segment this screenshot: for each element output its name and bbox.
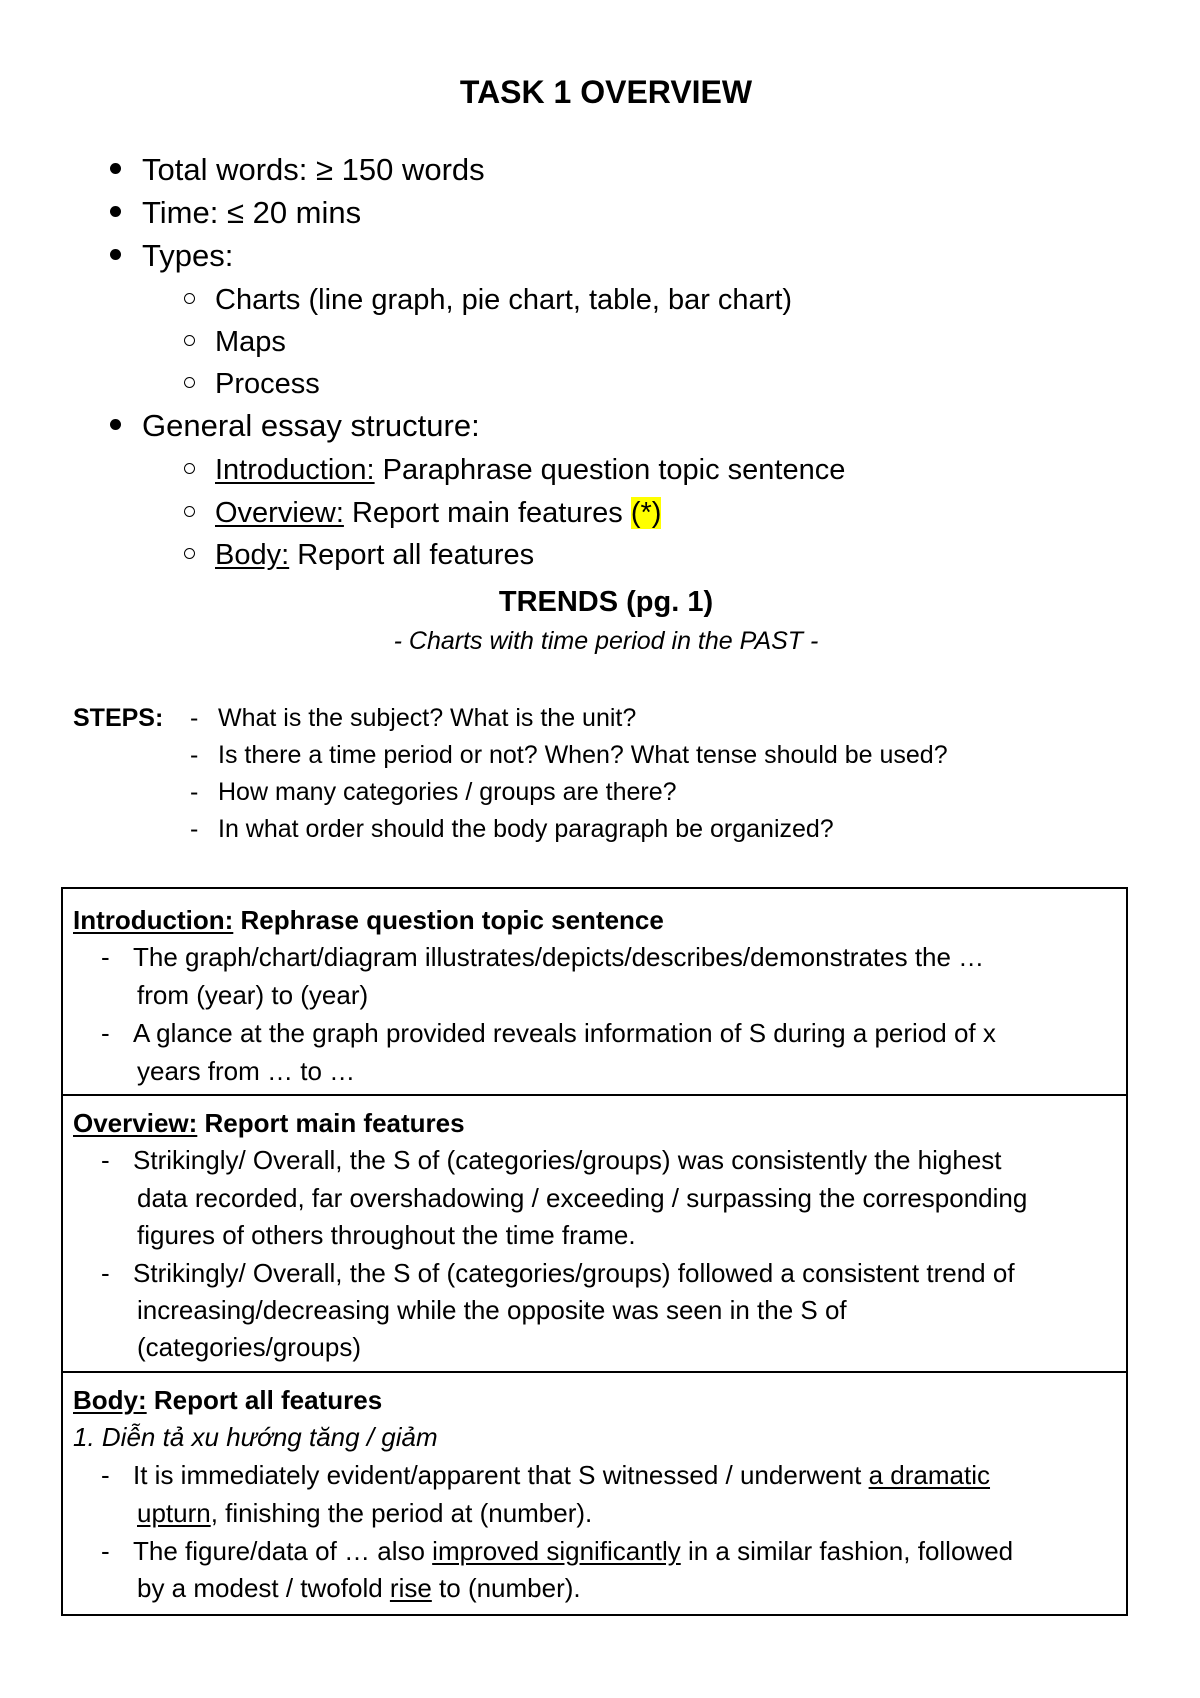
box-line: upturn, finishing the period at (number). [137,1498,593,1528]
box-line: - Strikingly/ Overall, the S of (categories/groups) was consistently the highest [101,1145,1002,1175]
bullet-dot [110,249,121,260]
box-line: by a modest / twofold rise to (number). [137,1573,581,1603]
sub-bullet-circle [184,335,195,346]
sub-bullet-circle [184,463,195,474]
trends-heading: TRENDS (pg. 1) [498,586,714,618]
step-item: - What is the subject? What is the unit? [190,704,637,732]
box-line: - The graph/chart/diagram illustrates/depicts/describes/demonstrates the … [101,942,985,972]
bullet-time: Time: ≤ 20 mins [110,193,361,233]
sub-bullet-circle [184,293,195,304]
sub-bullet-charts: Charts (line graph, pie chart, table, bar chart) [184,280,792,320]
introduction-box [61,887,1128,1096]
box-line: (categories/groups) [137,1332,361,1362]
overview-box [61,1094,1128,1373]
step-item: - In what order should the body paragraph be organized? [190,815,834,843]
bullet-dot [110,206,121,217]
steps-label: STEPS: [73,704,164,732]
box-line: - The figure/data of … also improved significantly in a similar fashion, followed [101,1536,1014,1566]
box-line: figures of others throughout the time frame. [137,1220,636,1250]
trends-subtitle: - Charts with time period in the PAST - [393,627,819,655]
sub-bullet-maps: Maps [184,322,286,362]
box-line: from (year) to (year) [137,980,369,1010]
sub-bullet-circle [184,548,195,559]
box-line: - Strikingly/ Overall, the S of (categories/groups) followed a consistent trend of [101,1258,1015,1288]
sub-bullet-introduction: Introduction: Paraphrase question topic sentence [184,450,845,490]
bullet-total-words: Total words: ≥ 150 words [110,150,485,190]
box-line: - It is immediately evident/apparent that S witnessed / underwent a dramatic [101,1460,991,1490]
body-box [61,1371,1128,1616]
introduction-heading: Introduction: Rephrase question topic sentence [73,905,664,935]
step-item: - How many categories / groups are there? [190,778,677,806]
box-line: years from … to … [137,1056,356,1086]
box-line: data recorded, far overshadowing / exceeding / surpassing the corresponding [137,1183,1028,1213]
bullet-structure: General essay structure: [110,406,480,446]
box-line: increasing/decreasing while the opposite was seen in the S of [137,1295,847,1325]
page-title: TASK 1 OVERVIEW [459,74,753,110]
box-line: - A glance at the graph provided reveals information of S during a period of x [101,1018,996,1048]
bullet-dot [110,163,121,174]
sub-bullet-process: Process [184,364,320,404]
bullet-dot [110,419,121,430]
sub-bullet-circle [184,506,195,517]
sub-bullet-circle [184,377,195,388]
sub-bullet-body: Body: Report all features [184,535,534,575]
body-heading: Body: Report all features [73,1385,383,1415]
overview-heading: Overview: Report main features [73,1108,465,1138]
numbered-item: 1. Diễn tả xu hướng tăng / giảm [73,1422,438,1452]
highlight-asterisk: (*) [630,497,662,529]
bullet-types: Types: [110,236,233,276]
step-item: - Is there a time period or not? When? What tense should be used? [190,741,948,769]
sub-bullet-overview: Overview: Report main features (*) [184,493,661,533]
